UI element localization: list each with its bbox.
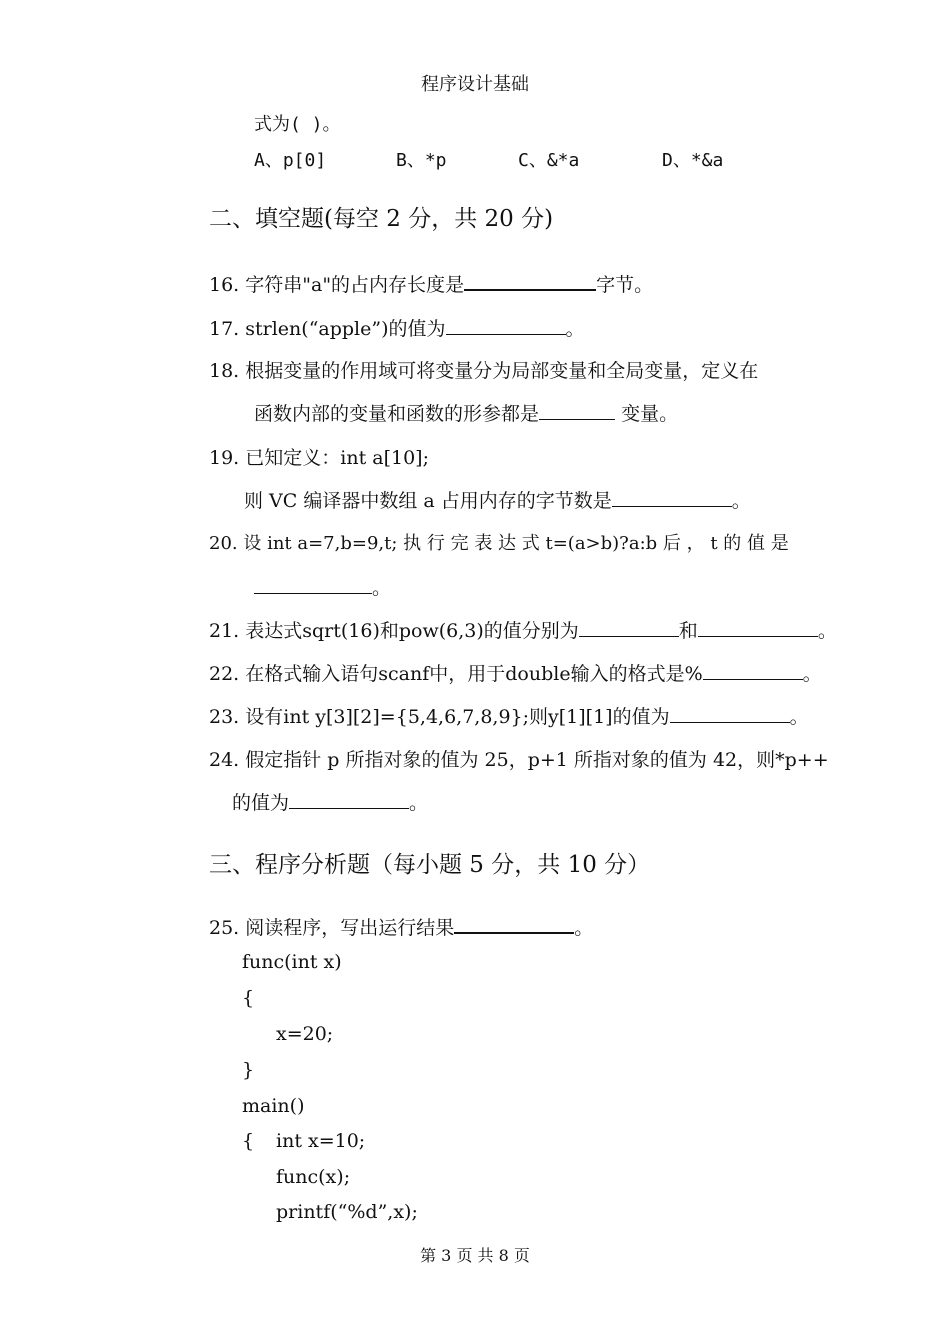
q24-text: 的值为 <box>232 792 290 814</box>
q19-tail: 。 <box>731 490 751 512</box>
q22-tail: 。 <box>802 663 822 685</box>
q17-tail: 。 <box>565 318 585 340</box>
q22-blank[interactable] <box>703 662 803 680</box>
code-line: func(x); <box>276 1166 351 1188</box>
code-line: { <box>242 987 255 1009</box>
q23-text: 23. 设有int y[3][2]={5,4,6,7,8,9};则y[1][1]的值为 <box>209 706 670 728</box>
q25-text: 25. 阅读程序，写出运行结果 <box>209 917 455 939</box>
q24-tail: 。 <box>409 792 429 814</box>
question-23 <box>209 702 809 729</box>
question-16 <box>209 270 653 297</box>
q18-blank[interactable] <box>539 402 615 420</box>
question-19-line2 <box>244 486 751 513</box>
q21-blank-2[interactable] <box>698 619 818 637</box>
question-17 <box>209 314 585 341</box>
question-18-line2 <box>254 399 678 426</box>
q17-blank[interactable] <box>446 317 566 335</box>
q21-mid: 和 <box>678 620 698 642</box>
question-20-line2 <box>254 573 391 600</box>
code-line: } <box>242 1059 255 1081</box>
q21-text: 21. 表达式sqrt(16)和pow(6,3)的值分别为 <box>209 620 579 642</box>
question-18-line1: 18. 根据变量的作用域可将变量分为局部变量和全局变量，定义在 <box>209 360 759 382</box>
q19-text: 则 VC 编译器中数组 a 占用内存的字节数是 <box>244 490 612 512</box>
question-25 <box>209 913 593 940</box>
q23-blank[interactable] <box>670 705 790 723</box>
question-22 <box>209 659 822 686</box>
question-stem-tail: 式为( )。 <box>254 114 341 135</box>
q20-tail: 。 <box>372 577 392 599</box>
q17-text: 17. strlen(“apple”)的值为 <box>209 318 446 340</box>
option-d: D、*&a <box>662 150 724 171</box>
code-line: int x=10; <box>276 1130 366 1152</box>
code-line: { <box>242 1130 255 1152</box>
q25-tail: 。 <box>574 917 594 939</box>
q22-text: 22. 在格式输入语句scanf中，用于double输入的格式是% <box>209 663 703 685</box>
page-footer: 第 3 页 共 8 页 <box>420 1246 530 1265</box>
code-line: x=20; <box>276 1023 334 1045</box>
question-19-line1: 19. 已知定义：int a[10]; <box>209 447 429 469</box>
q20-blank[interactable] <box>254 576 372 594</box>
q25-blank[interactable] <box>454 915 574 934</box>
q16-blank[interactable] <box>464 272 596 291</box>
q16-tail: 字节。 <box>596 274 654 296</box>
option-a: A、p[0] <box>254 150 327 171</box>
section-title-program-analysis: 三、程序分析题（每小题 5 分，共 10 分） <box>209 852 651 878</box>
q18-tail: 变量。 <box>621 403 679 425</box>
option-b: B、*p <box>396 150 447 171</box>
q24-blank[interactable] <box>289 791 409 809</box>
question-24-line1: 24. 假定指针 p 所指对象的值为 25，p+1 所指对象的值为 42，则*p++ <box>209 749 829 771</box>
q19-blank[interactable] <box>612 489 732 507</box>
q21-blank-1[interactable] <box>579 619 679 637</box>
option-c: C、&*a <box>518 150 580 171</box>
page-header: 程序设计基础 <box>421 74 529 95</box>
q23-tail: 。 <box>789 706 809 728</box>
question-21 <box>209 616 837 643</box>
question-24-line2 <box>232 788 428 815</box>
code-line: main() <box>242 1095 305 1117</box>
q18-text: 函数内部的变量和函数的形参都是 <box>254 403 540 425</box>
q21-tail: 。 <box>817 620 837 642</box>
code-line: printf(“%d”,x); <box>276 1201 418 1223</box>
q16-text: 16. 字符串"a"的占内存长度是 <box>209 274 465 296</box>
question-20-line1: 20. 设 int a=7,b=9,t; 执 行 完 表 达 式 t=(a>b)?a:b 后 ， t 的 值 是 <box>209 533 789 554</box>
code-line: func(int x) <box>242 951 342 973</box>
section-title-fill-blank: 二、填空题(每空 2 分，共 20 分) <box>209 206 554 232</box>
